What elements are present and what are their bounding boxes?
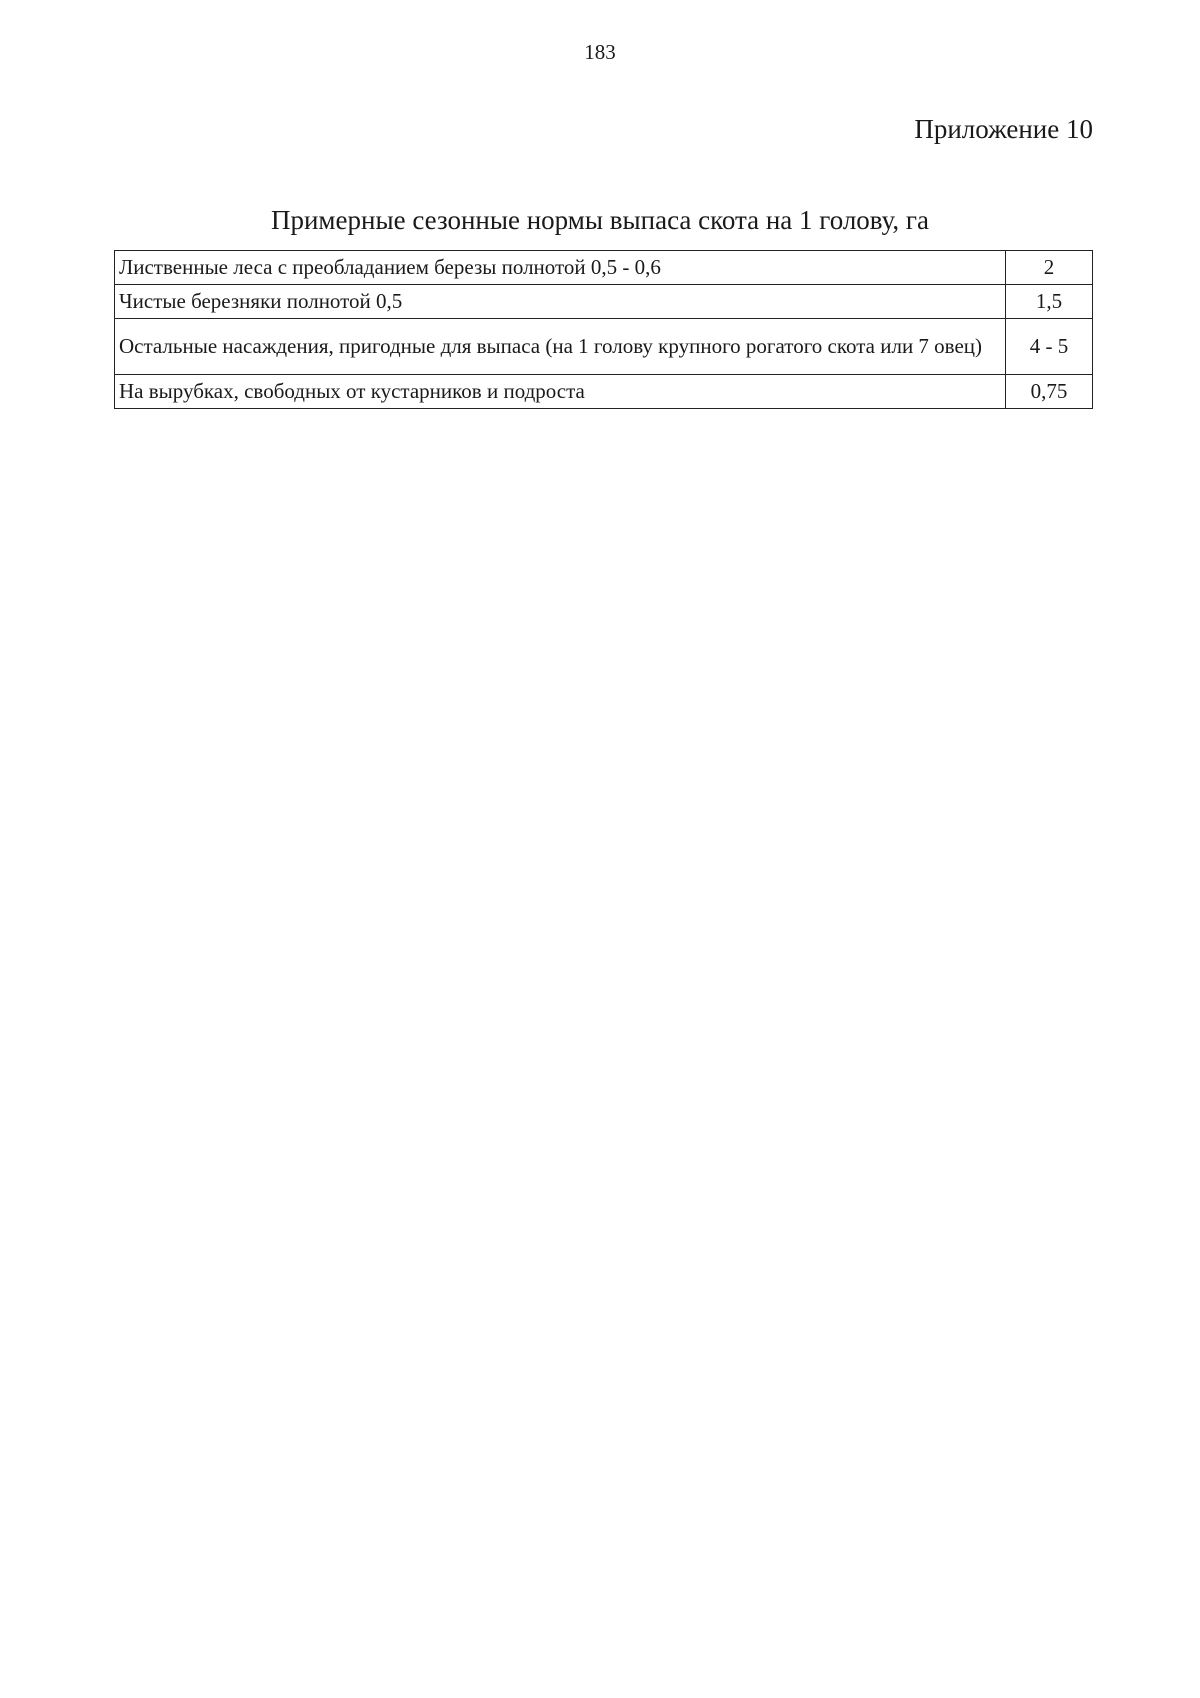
document-title: Примерные сезонные нормы выпаса скота на 1 голову, га — [270, 205, 929, 235]
row-value: 0,75 — [1006, 375, 1093, 409]
table-row — [115, 319, 1093, 375]
row-description: Чистые березняки полнотой 0,5 — [115, 285, 1006, 319]
table-row — [115, 375, 1093, 409]
page-number: 183 — [584, 40, 616, 64]
row-value: 4 - 5 — [1006, 319, 1093, 375]
row-value: 2 — [1006, 251, 1093, 285]
row-description: На вырубках, свободных от кустарников и подроста — [115, 375, 1006, 409]
grazing-norms-table — [114, 250, 1093, 409]
appendix-label: Приложение 10 — [914, 114, 1093, 144]
row-description: Остальные насаждения, пригодные для выпаса (на 1 голову крупного рогатого скота или 7 овец) — [115, 319, 1006, 375]
row-value: 1,5 — [1006, 285, 1093, 319]
row-description: Лиственные леса с преобладанием березы полнотой 0,5 - 0,6 — [115, 251, 1006, 285]
table-row — [115, 285, 1093, 319]
table-row — [115, 251, 1093, 285]
